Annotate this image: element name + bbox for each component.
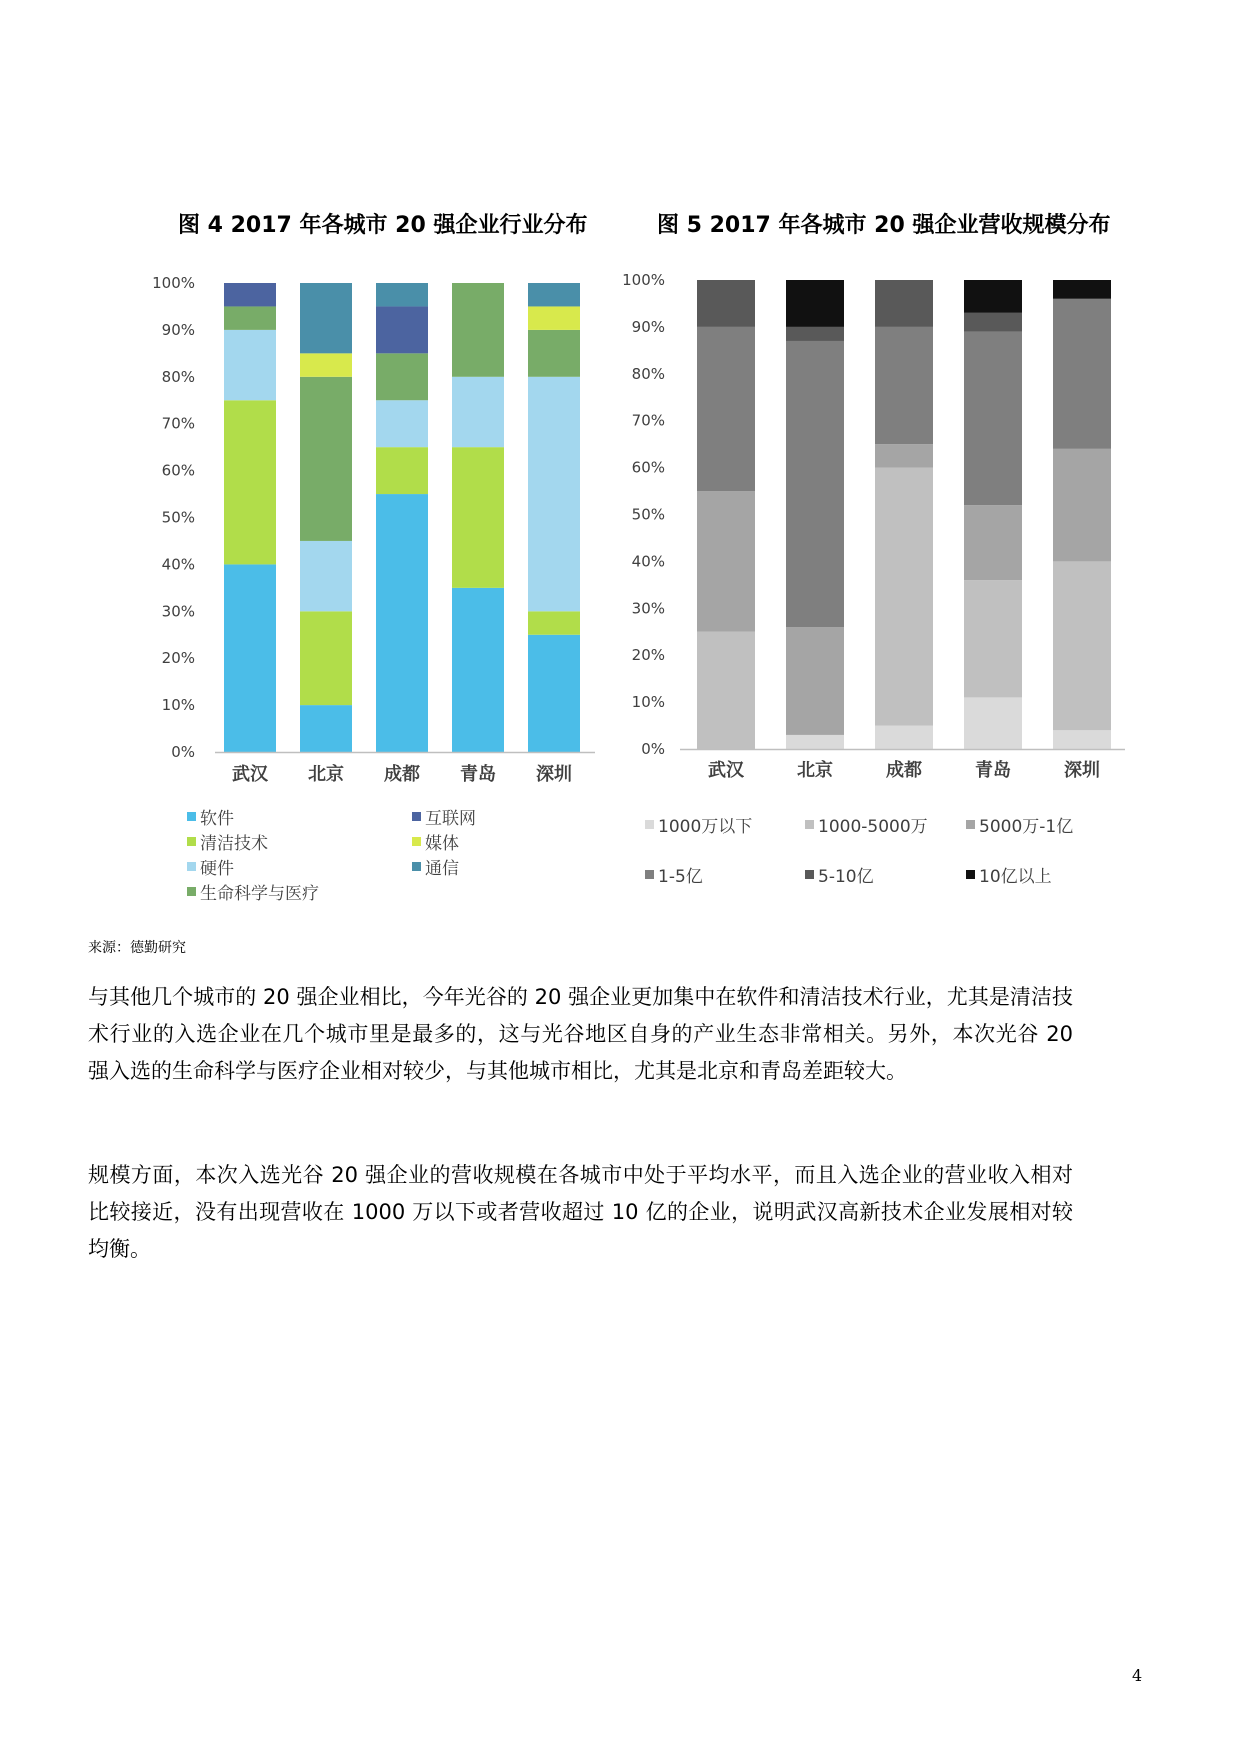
legend-label: 软件 bbox=[200, 809, 234, 829]
bar-segment bbox=[786, 327, 844, 341]
x-category-label: 北京 bbox=[308, 764, 344, 785]
legend-label: 5-10亿 bbox=[818, 867, 874, 887]
y-tick-label: 40% bbox=[161, 555, 195, 574]
legend-item bbox=[412, 854, 459, 879]
x-category-label: 成都 bbox=[886, 760, 922, 781]
y-tick-label: 10% bbox=[631, 693, 665, 712]
source-note: 来源：德勤研究 bbox=[88, 940, 186, 956]
revenue-distribution-chart bbox=[0, 0, 1241, 800]
paragraph-revenue: 规模方面，本次入选光谷 20 强企业的营收规模在各城市中处于平均水平，而且入选企业的营业收入相对比较接近，没有出现营收在 1000 万以下或者营收超过 10 亿的企业，说明武汉高新技术企业发展相对较均衡。 bbox=[88, 1163, 1073, 1261]
bar-segment bbox=[697, 632, 755, 749]
y-tick-label: 100% bbox=[622, 271, 665, 289]
legend-swatch bbox=[966, 870, 975, 879]
bar-segment bbox=[697, 491, 755, 632]
y-tick-label: 80% bbox=[161, 367, 195, 386]
x-category-label: 武汉 bbox=[708, 760, 744, 781]
y-tick-label: 90% bbox=[161, 320, 195, 339]
bar-segment bbox=[786, 280, 844, 327]
bar-segment bbox=[964, 313, 1022, 332]
legend-item bbox=[645, 812, 752, 837]
bar-segment bbox=[964, 580, 1022, 697]
legend-swatch bbox=[412, 812, 421, 821]
bar-segment bbox=[697, 327, 755, 491]
legend-label: 1000-5000万 bbox=[818, 817, 928, 837]
y-tick-label: 0% bbox=[171, 743, 195, 761]
legend-swatch bbox=[645, 820, 654, 829]
y-tick-label: 40% bbox=[631, 552, 665, 571]
bar-segment bbox=[1053, 730, 1111, 749]
legend-swatch bbox=[805, 820, 814, 829]
y-tick-label: 60% bbox=[631, 458, 665, 477]
legend-swatch bbox=[187, 887, 196, 896]
bar-segment bbox=[964, 332, 1022, 506]
y-tick-label: 100% bbox=[152, 274, 195, 292]
y-tick-label: 70% bbox=[631, 411, 665, 430]
legend-label: 生命科学与医疗 bbox=[200, 884, 319, 904]
x-category-label: 成都 bbox=[384, 764, 420, 785]
legend-item bbox=[412, 804, 476, 829]
legend-item bbox=[187, 804, 234, 829]
legend-label: 媒体 bbox=[425, 834, 459, 854]
bar-segment bbox=[875, 468, 933, 726]
legend-swatch bbox=[187, 837, 196, 846]
legend-label: 清洁技术 bbox=[200, 834, 268, 854]
legend-item bbox=[412, 829, 459, 854]
legend-label: 10亿以上 bbox=[979, 867, 1052, 887]
legend-item bbox=[645, 862, 703, 887]
legend-swatch bbox=[412, 837, 421, 846]
legend-swatch bbox=[966, 820, 975, 829]
y-tick-label: 90% bbox=[631, 317, 665, 336]
y-tick-label: 80% bbox=[631, 364, 665, 383]
x-category-label: 武汉 bbox=[232, 764, 268, 785]
x-category-label: 北京 bbox=[797, 760, 833, 781]
bar-segment bbox=[875, 444, 933, 467]
page-number: 4 bbox=[1132, 1666, 1143, 1685]
x-category-label: 深圳 bbox=[536, 764, 572, 785]
figure-4-title: 图 4 2017 年各城市 20 强企业行业分布 bbox=[178, 213, 588, 238]
y-tick-label: 30% bbox=[161, 602, 195, 621]
legend-label: 1-5亿 bbox=[658, 867, 703, 887]
y-tick-label: 20% bbox=[161, 649, 195, 668]
y-tick-label: 0% bbox=[641, 740, 665, 758]
legend-label: 5000万-1亿 bbox=[979, 817, 1074, 837]
legend-swatch bbox=[187, 862, 196, 871]
figure-5-title: 图 5 2017 年各城市 20 强企业营收规模分布 bbox=[657, 213, 1111, 238]
y-tick-label: 60% bbox=[161, 461, 195, 480]
bar-segment bbox=[1053, 299, 1111, 449]
y-tick-label: 20% bbox=[631, 646, 665, 665]
legend-item bbox=[966, 812, 1073, 837]
bar-segment bbox=[1053, 561, 1111, 730]
bar-segment bbox=[1053, 449, 1111, 562]
x-category-label: 青岛 bbox=[975, 760, 1011, 781]
bar-segment bbox=[1053, 280, 1111, 299]
paragraph-industry: 与其他几个城市的 20 强企业相比，今年光谷的 20 强企业更加集中在软件和清洁技术行业，尤其是清洁技术行业的入选企业在几个城市里是最多的，这与光谷地区自身的产业生态非常相关。另外，本次光谷 20 强入选的生命科学与医疗企业相对较少，与其他城市相比，尤其是北京和青岛差距较大。 bbox=[88, 985, 1073, 1083]
legend-swatch bbox=[412, 862, 421, 871]
legend-item bbox=[966, 862, 1052, 887]
legend-item bbox=[805, 812, 928, 837]
legend-swatch bbox=[805, 870, 814, 879]
bar-segment bbox=[875, 327, 933, 444]
legend-item bbox=[187, 829, 268, 854]
x-category-label: 深圳 bbox=[1064, 760, 1100, 781]
y-tick-label: 50% bbox=[631, 505, 665, 524]
bar-segment bbox=[875, 726, 933, 749]
bar-segment bbox=[786, 341, 844, 627]
legend-label: 1000万以下 bbox=[658, 817, 753, 837]
y-tick-label: 50% bbox=[161, 508, 195, 527]
y-tick-label: 30% bbox=[631, 599, 665, 618]
legend-label: 硬件 bbox=[200, 859, 234, 879]
legend-item bbox=[187, 879, 319, 904]
bar-segment bbox=[697, 280, 755, 327]
legend-label: 互联网 bbox=[425, 809, 476, 829]
bar-segment bbox=[964, 505, 1022, 580]
bar-segment bbox=[786, 735, 844, 749]
x-category-label: 青岛 bbox=[460, 764, 496, 785]
legend-label: 通信 bbox=[425, 859, 459, 879]
legend-item bbox=[187, 854, 234, 879]
legend-swatch bbox=[187, 812, 196, 821]
bar-segment bbox=[964, 280, 1022, 313]
bar-segment bbox=[964, 697, 1022, 749]
legend-item bbox=[805, 862, 874, 887]
legend-swatch bbox=[645, 870, 654, 879]
bar-segment bbox=[786, 627, 844, 735]
bar-segment bbox=[875, 280, 933, 327]
y-tick-label: 10% bbox=[161, 696, 195, 715]
y-tick-label: 70% bbox=[161, 414, 195, 433]
